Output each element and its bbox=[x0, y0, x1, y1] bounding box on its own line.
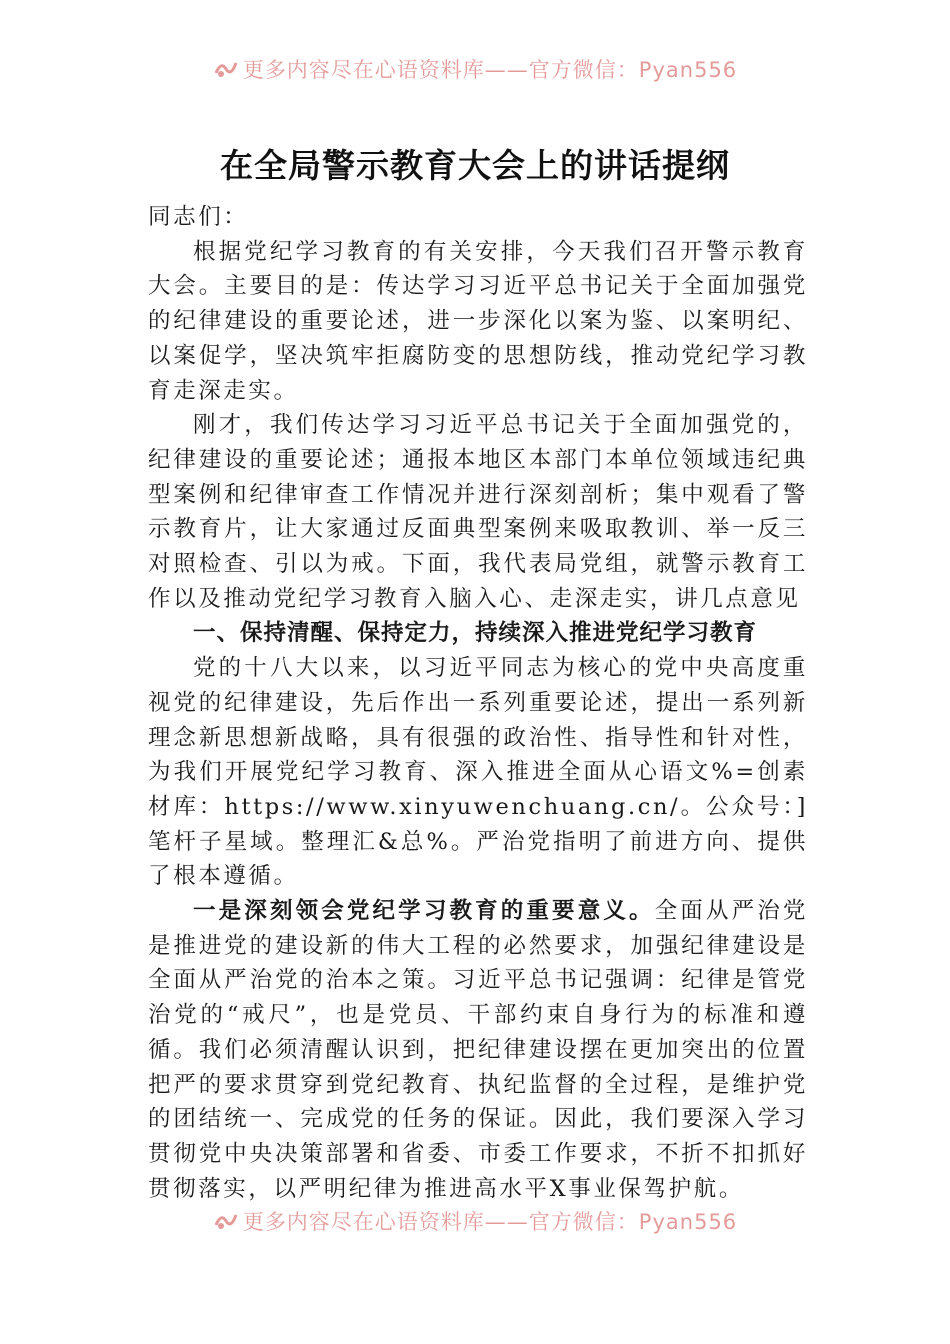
point-1-lead: 一是深刻领会党纪学习教育的重要意义。 bbox=[193, 898, 655, 925]
point-1-paragraph bbox=[148, 894, 808, 1206]
logo-icon bbox=[213, 59, 239, 83]
watermark-bottom bbox=[0, 1210, 950, 1234]
section-1-heading: 一、保持清醒、保持定力，持续深入推进党纪学习教育 bbox=[193, 620, 758, 647]
salutation: 同志们： bbox=[148, 204, 249, 230]
document-title: 在全局警示教育大会上的讲话提纲 bbox=[220, 146, 730, 185]
document-body bbox=[148, 200, 808, 1206]
watermark-text: 更多内容尽在心语资料库——官方微信：Pyan556 bbox=[242, 1210, 738, 1234]
paragraph-1: 根据党纪学习教育的有关安排，今天我们召开警示教育大会。主要目的是：传达学习习近平总书记关于全面加强党的纪律建设的重要论述，进一步深化以案为鉴、以案明纪、以案促学，坚决筑牢拒腐防变的思想防线，推动党纪学习教育走深走实。 bbox=[148, 238, 808, 404]
watermark-text: 更多内容尽在心语资料库——官方微信：Pyan556 bbox=[242, 58, 738, 82]
logo-icon bbox=[213, 1211, 239, 1235]
paragraph-2: 刚才，我们传达学习习近平总书记关于全面加强党的，纪律建设的重要论述；通报本地区本部门本单位领域违纪典型案例和纪律审查工作情况并进行深刻剖析；集中观看了警示教育片，让大家通过反面典型案例来吸取教训、举一反三对照检查、引以为戒。下面，我代表局党组，就警示教育工作以及推动党纪学习教育入脑入心、走深走实，讲几点意见 bbox=[148, 412, 808, 612]
point-1-text: 全面从严治党是推进党的建设新的伟大工程的必然要求，加强纪律建设是全面从严治党的治本之策。习近平总书记强调：纪律是管党治党的“戒尺”，也是党员、干部约束自身行为的标准和遵循。我们必须清醒认识到，把纪律建设摆在更加突出的位置把严的要求贯穿到党纪教育、执纪监督的全过程，是维护党的团结统一、完成党的任务的保证。因此，我们要深入学习贯彻党中央决策部署和省委、市委工作要求，不折不扣抓好贯彻落实，以严明纪律为推进高水平X事业保驾护航。 bbox=[148, 898, 808, 1202]
section-1-paragraph: 党的十八大以来，以习近平同志为核心的党中央高度重视党的纪律建设，先后作出一系列重要论述，提出一系列新理念新思想新战略，具有很强的政治性、指导性和针对性，为我们开展党纪学习教育、深入推进全面从心语文%=创素材库：https://www.xinyuwenchuang.cn/。公众号：]笔杆子星域。整理汇&总%。严治党指明了前进方向、提供了根本遵循。 bbox=[148, 655, 808, 890]
watermark-top bbox=[0, 58, 950, 82]
